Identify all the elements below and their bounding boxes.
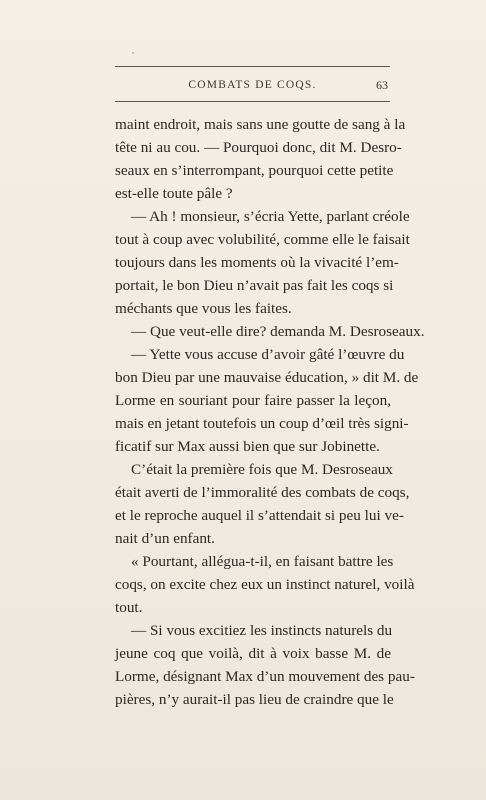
body-text: [115, 113, 425, 711]
text-line: tout à coup avec volubilité, comme elle le faisait: [115, 231, 410, 248]
text-line: pières, n’y aurait-il pas lieu de craindre que le: [115, 691, 394, 708]
text-line: tête ni au cou. — Pourquoi donc, dit M. Desro-: [115, 139, 402, 156]
text-line: méchants que vous les faites.: [115, 300, 292, 317]
text-line: bon Dieu par une mauvaise éducation, » dit M. de: [115, 369, 419, 386]
text-line: toujours dans les moments où la vivacité l’em-: [115, 254, 399, 271]
text-line: Lorme en souriant pour faire passer la leçon,: [115, 392, 391, 409]
text-line: — Que veut-elle dire? demanda M. Desroseaux.: [131, 323, 425, 340]
text-line: seaux en s’interrompant, pourquoi cette petite: [115, 162, 394, 179]
text-line: ficatif sur Max aussi bien que sur Jobinette.: [115, 438, 380, 455]
text-line: était averti de l’immoralité des combats de coqs,: [115, 484, 410, 501]
text-line: coqs, on excite chez eux un instinct naturel, voilà: [115, 576, 415, 593]
page-number: 63: [376, 78, 388, 92]
text-line: jeune coq que voilà, dit à voix basse M. de: [115, 645, 391, 662]
running-header: [115, 66, 390, 102]
text-line: nait d’un enfant.: [115, 530, 215, 547]
text-line: portait, le bon Dieu n’avait pas fait les coqs si: [115, 277, 394, 294]
text-line: C’était la première fois que M. Desroseaux: [131, 461, 393, 478]
text-line: Lorme, désignant Max d’un mouvement des pau-: [115, 668, 415, 685]
text-line: mais en jetant toutefois un coup d’œil très signi-: [115, 415, 409, 432]
text-line: — Ah ! monsieur, s’écria Yette, parlant créole: [131, 208, 410, 225]
text-line: est-elle toute pâle ?: [115, 185, 233, 202]
text-line: — Si vous excitiez les instincts naturels du: [131, 622, 393, 639]
text-line: — Yette vous accuse d’avoir gâté l’œuvre du: [131, 346, 405, 363]
text-line: « Pourtant, allégua-t-il, en faisant battre les: [131, 553, 394, 570]
text-line: maint endroit, mais sans une goutte de sang à la: [115, 116, 406, 133]
text-line: et le reproche auquel il s’attendait si peu lui ve-: [115, 507, 404, 524]
running-title: COMBATS DE COQS.: [188, 79, 317, 91]
paper-speck: [132, 52, 134, 54]
text-line: tout.: [115, 599, 143, 616]
